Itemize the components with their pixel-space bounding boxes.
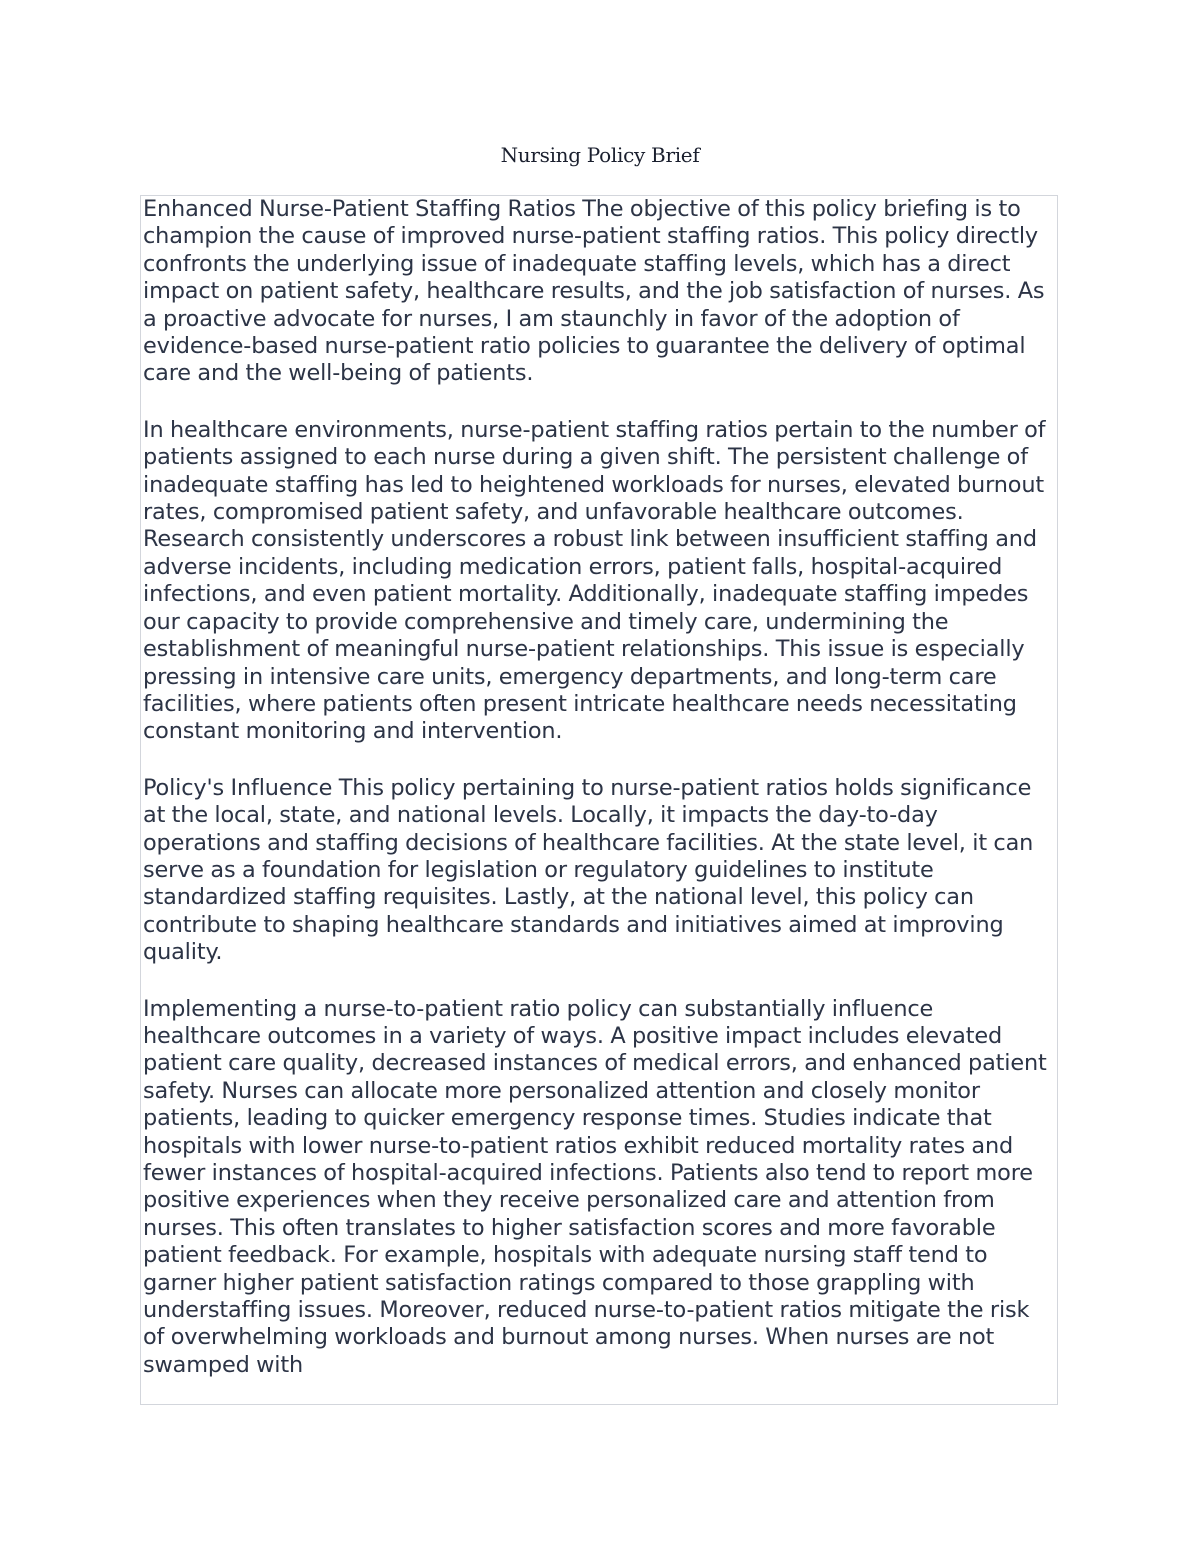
document-title: Nursing Policy Brief (500, 143, 700, 167)
paragraph-introduction: Enhanced Nurse-Patient Staffing Ratios The objective of this policy briefing is to champion the cause of improved nurse-patient staffing ratios. This policy directly confronts the underlying issue of inadequate staffing levels, which has a direct impact on patient safety, healthcare results, and the job satisfaction of nurses. As a proactive advocate for nurses, I am staunchly in favor of the adoption of evidence-based nurse-patient ratio policies to guarantee the delivery of optimal care and the well-being of patients. (143, 196, 1045, 387)
paragraph-problem-statement: In healthcare environments, nurse-patient staffing ratios pertain to the number of patients assigned to each nurse during a given shift. The persistent challenge of inadequate staffing has led to heightened workloads for nurses, elevated burnout rates, compromised patient safety, and unfavorable healthcare outcomes. Research consistently underscores a robust link between insufficient staffing and adverse incidents, including medication errors, patient falls, hospital-acquired infections, and even patient mortality. Additionally, inadequate staffing impedes our capacity to provide comprehensive and timely care, undermining the establishment of meaningful nurse-patient relationships. This issue is especially pressing in intensive care units, emergency departments, and long-term care facilities, where patients often present intricate healthcare needs necessitating constant monitoring and intervention. (143, 416, 1046, 745)
body-text-box (140, 195, 1058, 1405)
paragraph-implementation-impact: Implementing a nurse-to-patient ratio policy can substantially influence healthcare outcomes in a variety of ways. A positive impact includes elevated patient care quality, decreased instances of medical errors, and enhanced patient safety. Nurses can allocate more personalized attention and closely monitor patients, leading to quicker emergency response times. Studies indicate that hospitals with lower nurse-to-patient ratios exhibit reduced mortality rates and fewer instances of hospital-acquired infections. Patients also tend to report more positive experiences when they receive personalized care and attention from nurses. This often translates to higher satisfaction scores and more favorable patient feedback. For example, hospitals with adequate nursing staff tend to garner higher patient satisfaction ratings compared to those grappling with understaffing issues. Moreover, reduced nurse-to-patient ratios mitigate the risk of overwhelming workloads and burnout among nurses. When nurses are not swamped with (143, 995, 1047, 1378)
paragraph-policy-influence: Policy's Influence This policy pertaining to nurse-patient ratios holds significance at the local, state, and national levels. Locally, it impacts the day-to-day operations and staffing decisions of healthcare facilities. At the state level, it can serve as a foundation for legislation or regulatory guidelines to institute standardized staffing requisites. Lastly, at the national level, this policy can contribute to shaping healthcare standards and initiatives aimed at improving quality. (143, 774, 1034, 966)
